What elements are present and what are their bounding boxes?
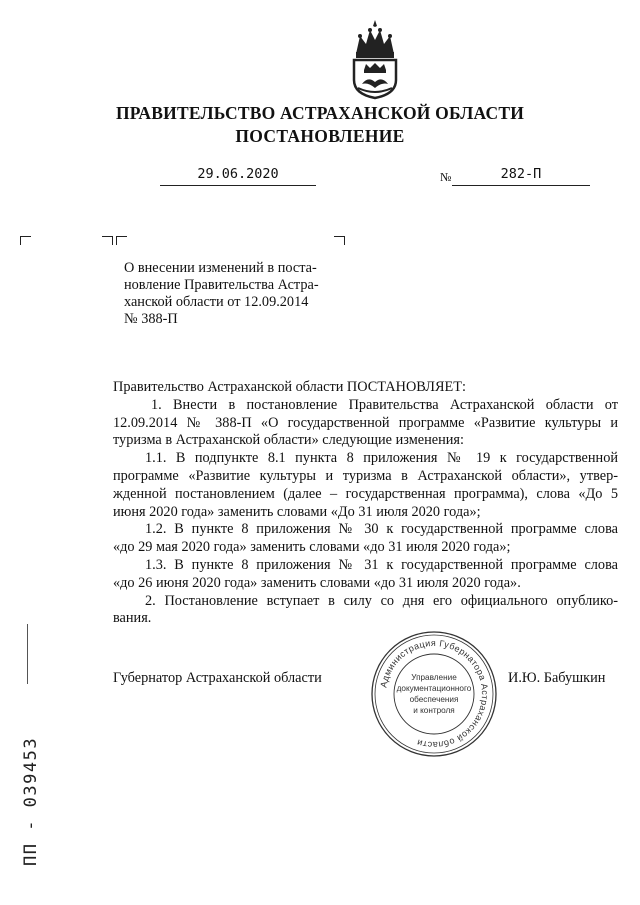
corner-bracket-mid-left xyxy=(116,236,127,245)
seal-ring-text: Администрация Губернатора Астраханской области xyxy=(378,637,491,751)
body-line: 2. Постановление вступает в силу со дня его официального опублико- xyxy=(145,592,618,609)
body-line: 1.2. В пункте 8 приложения № 30 к государственной программе слова xyxy=(145,521,618,538)
official-seal-stamp xyxy=(370,630,498,758)
signatory-position: Губернатор Астраханской области xyxy=(113,670,322,686)
subject-line: № 388-П xyxy=(124,311,178,327)
signatory-name: И.Ю. Бабушкин xyxy=(508,670,606,686)
seal-center-line: Управление xyxy=(411,673,457,682)
body-line: жденной постановлением (далее – государственная программа), слова «До 5 xyxy=(113,485,618,502)
corner-bracket-mid-right xyxy=(102,236,113,245)
body-line: июня 2020 года» заменить словами «До 31 июля 2020 года»; xyxy=(113,503,481,520)
margin-registration-code xyxy=(14,718,44,868)
body-line: программе «Развитие культуры и туризма в Астраханской области», утвер- xyxy=(113,467,618,484)
document-number: 282-П xyxy=(452,166,590,186)
number-label: № xyxy=(440,170,452,184)
body-line: вания. xyxy=(113,610,152,627)
organization-title: ПРАВИТЕЛЬСТВО АСТРАХАНСКОЙ ОБЛАСТИ xyxy=(115,103,525,123)
body-line: «до 26 июня 2020 года» заменить словами «до 31 июля 2020 года». xyxy=(113,574,521,591)
seal-center-line: обеспечения xyxy=(409,695,459,704)
margin-code-text: ПП - 039453 xyxy=(21,736,41,866)
document-body xyxy=(113,379,618,628)
subject-line: новление Правительства Астра- xyxy=(124,277,319,293)
body-preamble: Правительство Астраханской области ПОСТАНОВЛЯЕТ: xyxy=(113,379,466,395)
body-line: туризма в Астраханской области» следующие изменения: xyxy=(113,432,464,449)
svg-text:Администрация Губернатора Астр xyxy=(378,638,490,750)
body-line: 1.1. В подпункте 8.1 пункта 8 приложения № 19 к государственной xyxy=(145,450,618,467)
corner-bracket-left xyxy=(20,236,31,245)
corner-bracket-right xyxy=(334,236,345,245)
subject-line: О внесении изменений в поста- xyxy=(124,260,317,276)
seal-center-line: документационного xyxy=(396,684,472,693)
body-line: «до 29 мая 2020 года» заменить словами «до 31 июля 2020 года»; xyxy=(113,539,511,556)
body-line: 1.3. В пункте 8 приложения № 31 к государственной программе слова xyxy=(145,556,618,573)
margin-rule xyxy=(27,624,28,684)
document-subject xyxy=(124,260,344,328)
coat-of-arms-emblem xyxy=(346,18,404,100)
body-line: 1. Внести в постановление Правительства Астраханской области от xyxy=(151,396,618,413)
body-line: 12.09.2014 № 388-П «О государственной программе «Развитие культуры и xyxy=(113,414,618,431)
subject-line: ханской области от 12.09.2014 xyxy=(124,294,309,310)
seal-center-line: и контроля xyxy=(413,706,455,715)
document-date: 29.06.2020 xyxy=(160,166,316,186)
document-type: ПОСТАНОВЛЕНИЕ xyxy=(235,126,405,146)
